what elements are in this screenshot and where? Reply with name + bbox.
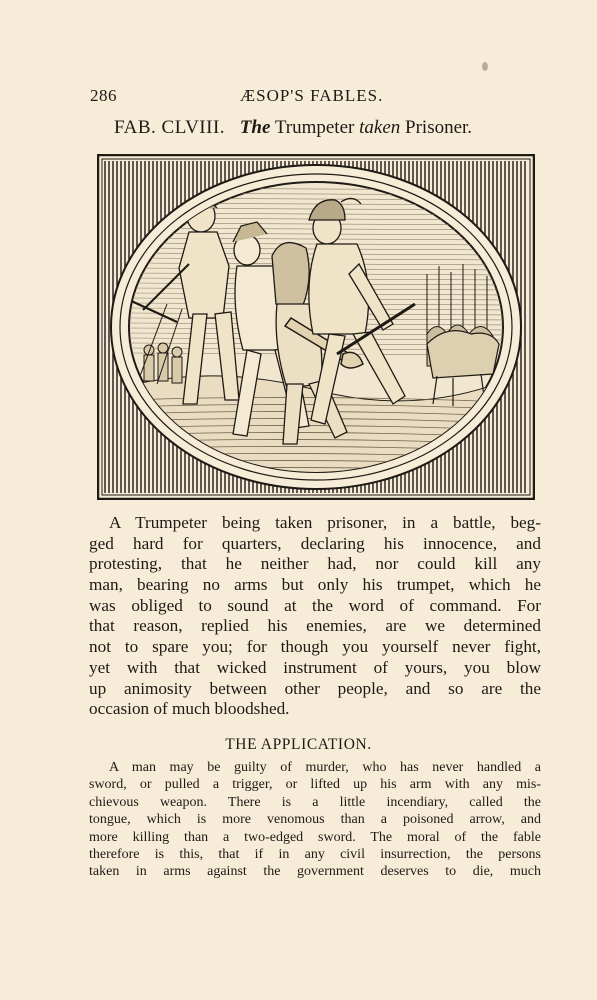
- application-body: [89, 759, 541, 881]
- fable-line: yet with that wicked instrument of yours, you blow: [89, 657, 541, 677]
- application-line: sword, or pulled a trigger, or lifted up his arm with any mis-: [89, 777, 541, 793]
- application-line: taken in arms against the government deserves to die, much: [89, 864, 541, 880]
- application-line: A man may be guilty of murder, who has never handled a: [109, 760, 541, 775]
- page-number: 286: [90, 86, 117, 105]
- fable-line: A Trumpeter being taken prisoner, in a battle, beg-: [109, 513, 541, 532]
- fable-title-word-trumpeter: Trumpeter: [274, 117, 355, 138]
- application-heading: THE APPLICATION.: [225, 736, 372, 753]
- book-title: ÆSOP'S FABLES.: [240, 86, 384, 105]
- fable-title-the: The: [239, 117, 271, 138]
- application-line: tongue, which is more venomous than a poisoned arrow, and: [89, 812, 541, 828]
- fable-body: [89, 513, 541, 720]
- fable-line: man, bearing no arms but only his trumpet, which he: [89, 575, 541, 595]
- fable-title-word-prisoner: Prisoner.: [405, 117, 473, 138]
- fable-line: was obliged to sound at the word of command. For: [89, 595, 541, 615]
- fable-line: ged hard for quarters, declaring his innocence, and: [89, 533, 541, 553]
- application-line: therefore is this, that if in any civil insurrection, the persons: [89, 846, 541, 862]
- fable-line: occasion of much bloodshed.: [89, 699, 290, 719]
- woodcut-illustration: [97, 154, 535, 500]
- fable-title: [114, 117, 534, 139]
- application-line: more killing than a two-edged sword. The moral of the fable: [89, 829, 541, 845]
- fable-line: up animosity between other people, and so are the: [89, 678, 541, 698]
- fable-line: not to spare you; for though you yourself never fight,: [89, 637, 541, 657]
- fable-number: FAB. CLVIII.: [114, 117, 226, 138]
- paper-speck: [482, 62, 488, 71]
- running-head: [90, 86, 390, 108]
- application-line: chievous weapon. There is a little incendiary, called the: [89, 794, 541, 810]
- fable-line: protesting, that he neither had, nor could kill any: [89, 554, 541, 574]
- fable-line: that reason, replied his enemies, are we determined: [89, 616, 541, 636]
- fable-title-taken: taken: [359, 117, 401, 138]
